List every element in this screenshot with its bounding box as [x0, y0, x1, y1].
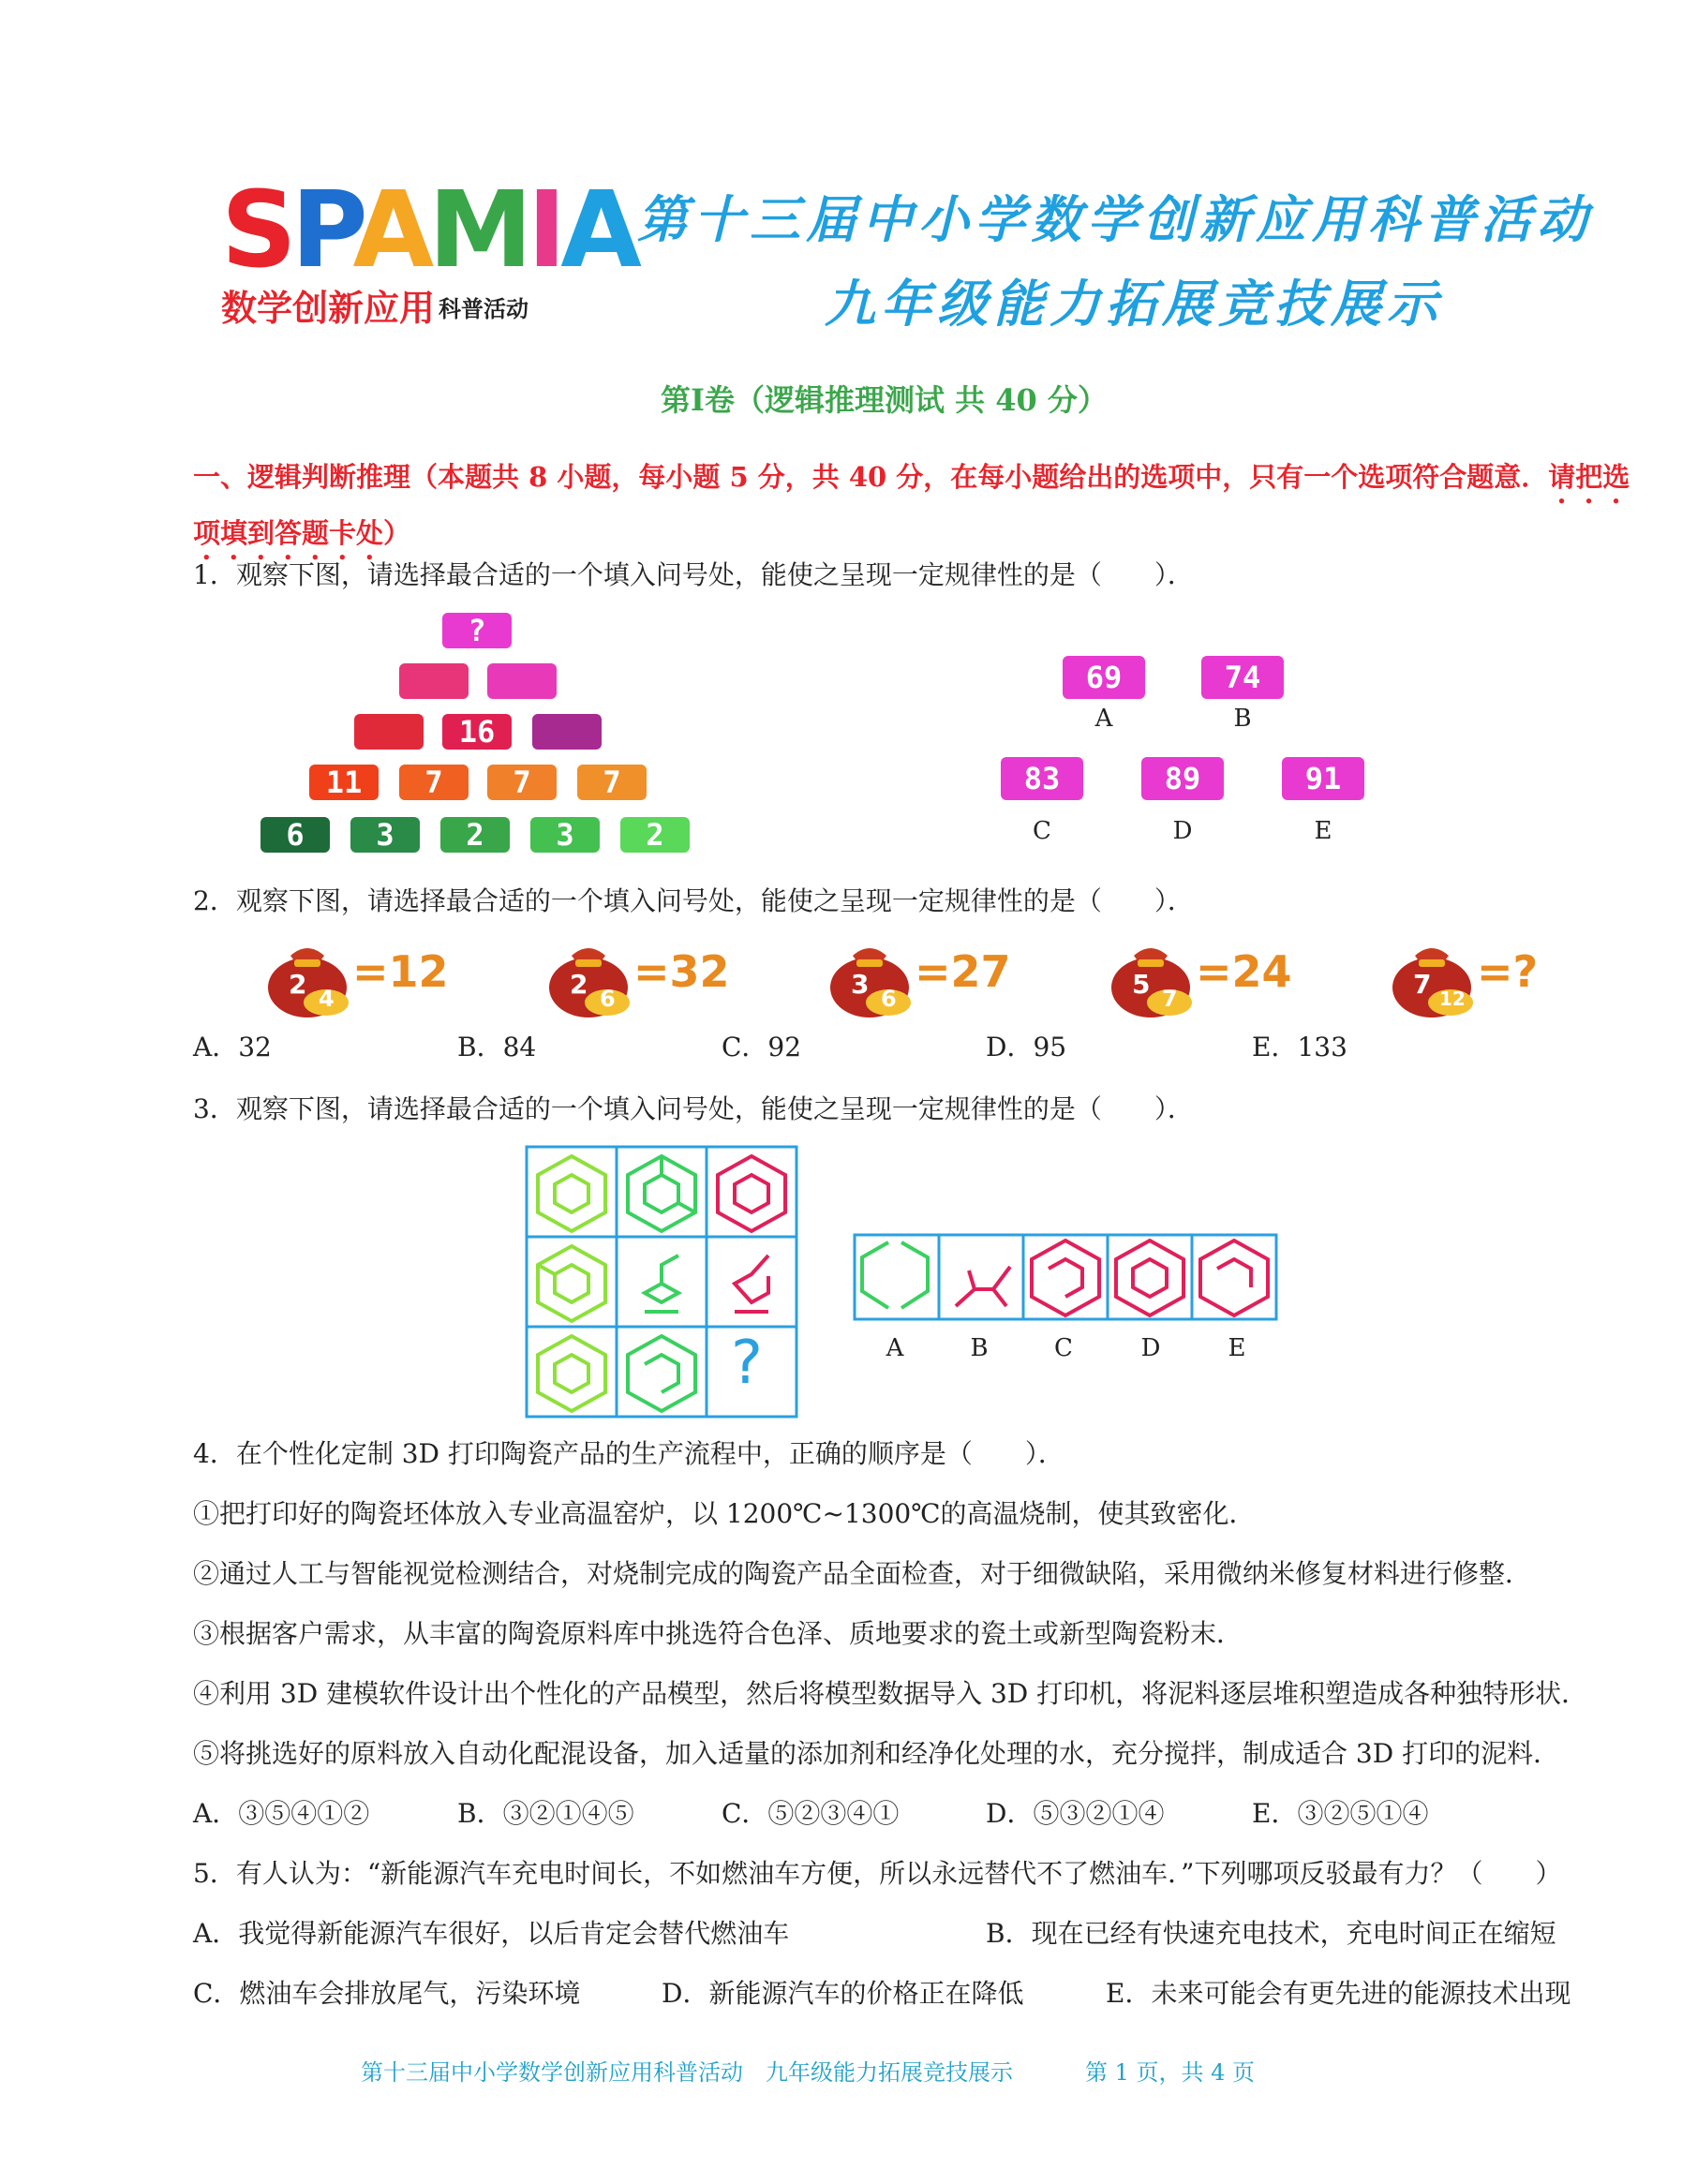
bag-number-b: 4	[319, 986, 335, 1012]
logo-subtitle: 数学创新应用	[221, 288, 436, 329]
pyramid-box: 7	[399, 765, 469, 800]
logo-subtitle-2: 科普活动	[439, 296, 528, 322]
pyramid-box: ?	[442, 613, 512, 648]
q4-option-e[interactable]: E．③②⑤①④	[1252, 1798, 1429, 1829]
q3-stem: 3．观察下图，请选择最合适的一个填入问号处，能使之呈现一定规律性的是（ ）．	[193, 1093, 1194, 1124]
page-title-line1: 第十三届中小学数学创新应用科普活动	[637, 189, 1593, 249]
pyramid-box: 11	[309, 765, 379, 800]
pyramid-box	[532, 714, 602, 750]
hexagon-figure	[538, 1156, 605, 1231]
q1-option-d-value[interactable]: 89	[1141, 757, 1224, 800]
footer-page-number: 第 1 页，共 4 页	[1085, 2059, 1256, 2086]
bag-result: =32	[633, 946, 730, 997]
money-bag-item	[1387, 928, 1556, 1021]
hexagon-figure	[538, 1246, 605, 1321]
bag-result: =24	[1196, 946, 1292, 997]
q2-option-c[interactable]: C．92	[722, 1032, 802, 1062]
q2-stem: 2．观察下图，请选择最合适的一个填入问号处，能使之呈现一定规律性的是（ ）．	[193, 885, 1194, 916]
q4-step: ⑤将挑选好的原料放入自动化配混设备，加入适量的添加剂和经净化处理的水，充分搅拌，制成适合 3D 打印的泥料．	[193, 1738, 1560, 1769]
pyramid-box	[487, 663, 557, 699]
pyramid-box: 2	[440, 817, 510, 853]
q1-option-b-letter: B	[1233, 705, 1252, 733]
pyramid-box: 6	[261, 817, 330, 853]
bag-number-a: 2	[570, 969, 588, 1000]
q1-pyramid	[253, 609, 703, 867]
q3-option-a-letter: A	[886, 1334, 904, 1362]
option-e-figure	[1200, 1241, 1268, 1315]
q5-option-a[interactable]: A．我觉得新能源汽车很好，以后肯定会替代燃油车	[193, 1918, 790, 1949]
q1-option-b-value[interactable]: 74	[1201, 656, 1284, 699]
q3-grid	[525, 1145, 806, 1426]
money-bag-icon	[543, 928, 637, 1021]
hexagon-figure	[538, 1336, 605, 1411]
pyramid-box	[354, 714, 424, 750]
bag-number-b: 6	[881, 986, 897, 1012]
money-bag-item	[543, 928, 768, 1021]
q2-option-e[interactable]: E．133	[1252, 1032, 1347, 1062]
money-bag-icon	[825, 928, 918, 1021]
q4-step: ②通过人工与智能视觉检测结合，对烧制完成的陶瓷产品全面检查，对于细微缺陷，采用微纳米修复材料进行修整．	[193, 1558, 1532, 1589]
bag-number-b: 6	[600, 986, 616, 1012]
pyramid-box: 3	[350, 817, 420, 853]
q1-option-d-letter: D	[1172, 817, 1193, 845]
q1-option-c-letter: C	[1033, 817, 1051, 845]
logo-word: SPAMIA	[221, 170, 636, 291]
q5-option-b[interactable]: B．现在已经有快速充电技术，充电时间正在缩短	[986, 1918, 1556, 1949]
money-bag-item	[262, 928, 487, 1021]
q3-question-mark: ?	[731, 1329, 763, 1398]
hexagon-figure	[735, 1255, 768, 1312]
q4-option-a[interactable]: A．③⑤④①②	[193, 1798, 370, 1829]
money-bag-item	[1106, 928, 1331, 1021]
q3-options-strip[interactable]	[853, 1233, 1284, 1327]
pyramid-box: 7	[487, 765, 557, 800]
bag-number-a: 7	[1413, 969, 1432, 1000]
bag-number-b: 12	[1439, 988, 1466, 1010]
hexagon-figure	[628, 1156, 695, 1231]
hexagon-figure	[718, 1156, 785, 1231]
q4-option-b[interactable]: B．③②①④⑤	[457, 1798, 634, 1829]
q2-bags	[262, 928, 1556, 1031]
q1-option-a-value[interactable]: 69	[1063, 656, 1145, 699]
q1-stem: 1．观察下图，请选择最合适的一个填入问号处，能使之呈现一定规律性的是（ ）．	[193, 559, 1194, 590]
pyramid-box: 3	[530, 817, 600, 853]
logo	[221, 170, 636, 329]
bag-number-a: 2	[289, 969, 307, 1000]
bag-result: =12	[352, 946, 449, 997]
money-bag-item	[825, 928, 1049, 1021]
q5-option-e[interactable]: E．未来可能会有更先进的能源技术出现	[1106, 1978, 1571, 2009]
bag-result: =27	[915, 946, 1011, 997]
hexagon-figure	[628, 1336, 695, 1411]
part1-text-end: ）	[383, 517, 411, 549]
q2-option-a[interactable]: A．32	[193, 1032, 272, 1062]
q5-stem: 5．有人认为：“新能源汽车充电时间长，不如燃油车方便，所以永远替代不了燃油车．”下列哪项反驳最有力？（ ）	[193, 1858, 1562, 1889]
option-d-figure	[1116, 1241, 1183, 1315]
q1-option-a-letter: A	[1094, 705, 1113, 733]
q1-option-c-value[interactable]: 83	[1001, 757, 1083, 800]
option-c-figure	[1032, 1241, 1099, 1315]
bag-number-b: 7	[1162, 986, 1178, 1012]
option-a-figure	[862, 1242, 928, 1308]
q4-stem: 4．在个性化定制 3D 打印陶瓷产品的生产流程中，正确的顺序是（ ）．	[193, 1438, 1064, 1469]
section-title: 第Ⅰ卷（逻辑推理测试 共 40 分）	[661, 382, 1108, 418]
part1-text: 一、逻辑判断推理（本题共 8 小题，每小题 5 分，共 40 分，在每小题给出的选项中，只有一个选项符合题意．	[193, 461, 1549, 493]
q4-option-c[interactable]: C．⑤②③④①	[722, 1798, 900, 1829]
q1-option-e-letter: E	[1314, 817, 1332, 845]
hexagon-figure	[645, 1255, 678, 1312]
money-bag-icon	[1106, 928, 1199, 1021]
page-title-line2: 九年级能力拓展竞技展示	[825, 274, 1443, 334]
q3-option-d-letter: D	[1140, 1334, 1161, 1362]
q4-step: ④利用 3D 建模软件设计出个性化的产品模型，然后将模型数据导入 3D 打印机，将泥料逐层堆积塑造成各种独特形状．	[193, 1678, 1588, 1709]
q2-option-d[interactable]: D．95	[986, 1032, 1067, 1062]
q3-option-b-letter: B	[970, 1334, 989, 1362]
q1-options	[984, 646, 1377, 862]
bag-number-a: 5	[1132, 969, 1151, 1000]
q5-option-c[interactable]: C．燃油车会排放尾气，污染环境	[193, 1978, 581, 2009]
q4-step: ①把打印好的陶瓷坯体放入专业高温窑炉，以 1200℃~1300℃的高温烧制，使其致密化．	[193, 1498, 1256, 1529]
q3-option-c-letter: C	[1054, 1334, 1073, 1362]
q2-option-b[interactable]: B．84	[457, 1032, 537, 1062]
q4-step: ③根据客户需求，从丰富的陶瓷原料库中挑选符合色泽、质地要求的瓷土或新型陶瓷粉末．	[193, 1618, 1243, 1649]
money-bag-icon	[1387, 928, 1481, 1021]
pyramid-box: 7	[577, 765, 647, 800]
pyramid-box	[399, 663, 469, 699]
bag-result: =?	[1477, 946, 1539, 997]
part1-dotted-text: 请把选项填到答题卡处	[193, 461, 1630, 549]
q4-option-d[interactable]: D．⑤③②①④	[986, 1798, 1165, 1829]
money-bag-icon	[262, 928, 356, 1021]
pyramid-box: 2	[620, 817, 690, 853]
q5-option-d[interactable]: D．新能源汽车的价格正在降低	[662, 1978, 1024, 2009]
pyramid-box: 16	[442, 714, 512, 750]
option-b-figure	[956, 1267, 1010, 1306]
footer-title: 第十三届中小学数学创新应用科普活动 九年级能力拓展竞技展示	[361, 2059, 1013, 2086]
q1-option-e-value[interactable]: 91	[1282, 757, 1364, 800]
part1-instructions	[193, 453, 1636, 566]
bag-number-a: 3	[851, 969, 870, 1000]
q3-option-e-letter: E	[1228, 1334, 1246, 1362]
